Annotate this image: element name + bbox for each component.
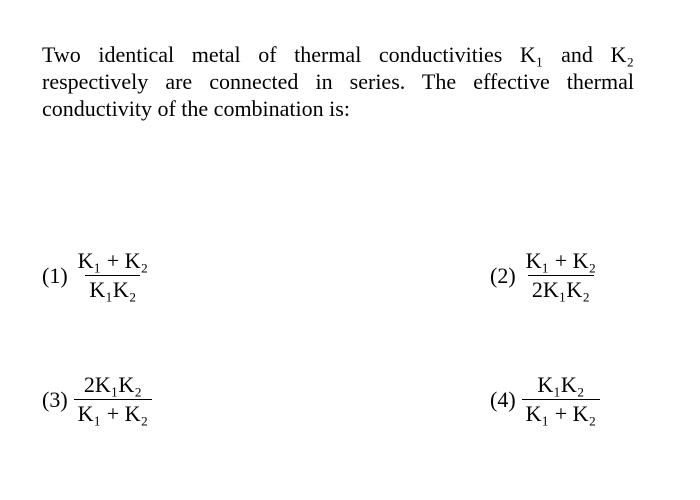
option-2[interactable] bbox=[490, 248, 600, 303]
fraction-denominator: K₁K₂ bbox=[85, 275, 140, 303]
option-number: (4) bbox=[490, 386, 516, 412]
fraction-numerator: K₁K₂ bbox=[537, 372, 585, 397]
question-text: Two identical metal of thermal conductivities K₁ and K₂ respectively are connected in series. The effective thermal conductivity of the combination is: bbox=[42, 42, 634, 121]
fraction bbox=[522, 372, 601, 427]
fraction-denominator: 2K₁K₂ bbox=[528, 275, 594, 303]
fraction-denominator: K₁ + K₂ bbox=[74, 399, 153, 427]
fraction-numerator: 2K₁K₂ bbox=[83, 372, 142, 397]
fraction-numerator: K₁ + K₂ bbox=[77, 248, 149, 273]
option-number: (1) bbox=[42, 262, 68, 288]
fraction-denominator: K₁ + K₂ bbox=[522, 399, 601, 427]
fraction bbox=[74, 372, 153, 427]
option-3[interactable] bbox=[42, 372, 152, 427]
option-4[interactable] bbox=[490, 372, 600, 427]
option-1[interactable] bbox=[42, 248, 152, 303]
option-number: (3) bbox=[42, 386, 68, 412]
fraction bbox=[522, 248, 601, 303]
fraction bbox=[74, 248, 153, 303]
option-number: (2) bbox=[490, 262, 516, 288]
fraction-numerator: K₁ + K₂ bbox=[525, 248, 597, 273]
